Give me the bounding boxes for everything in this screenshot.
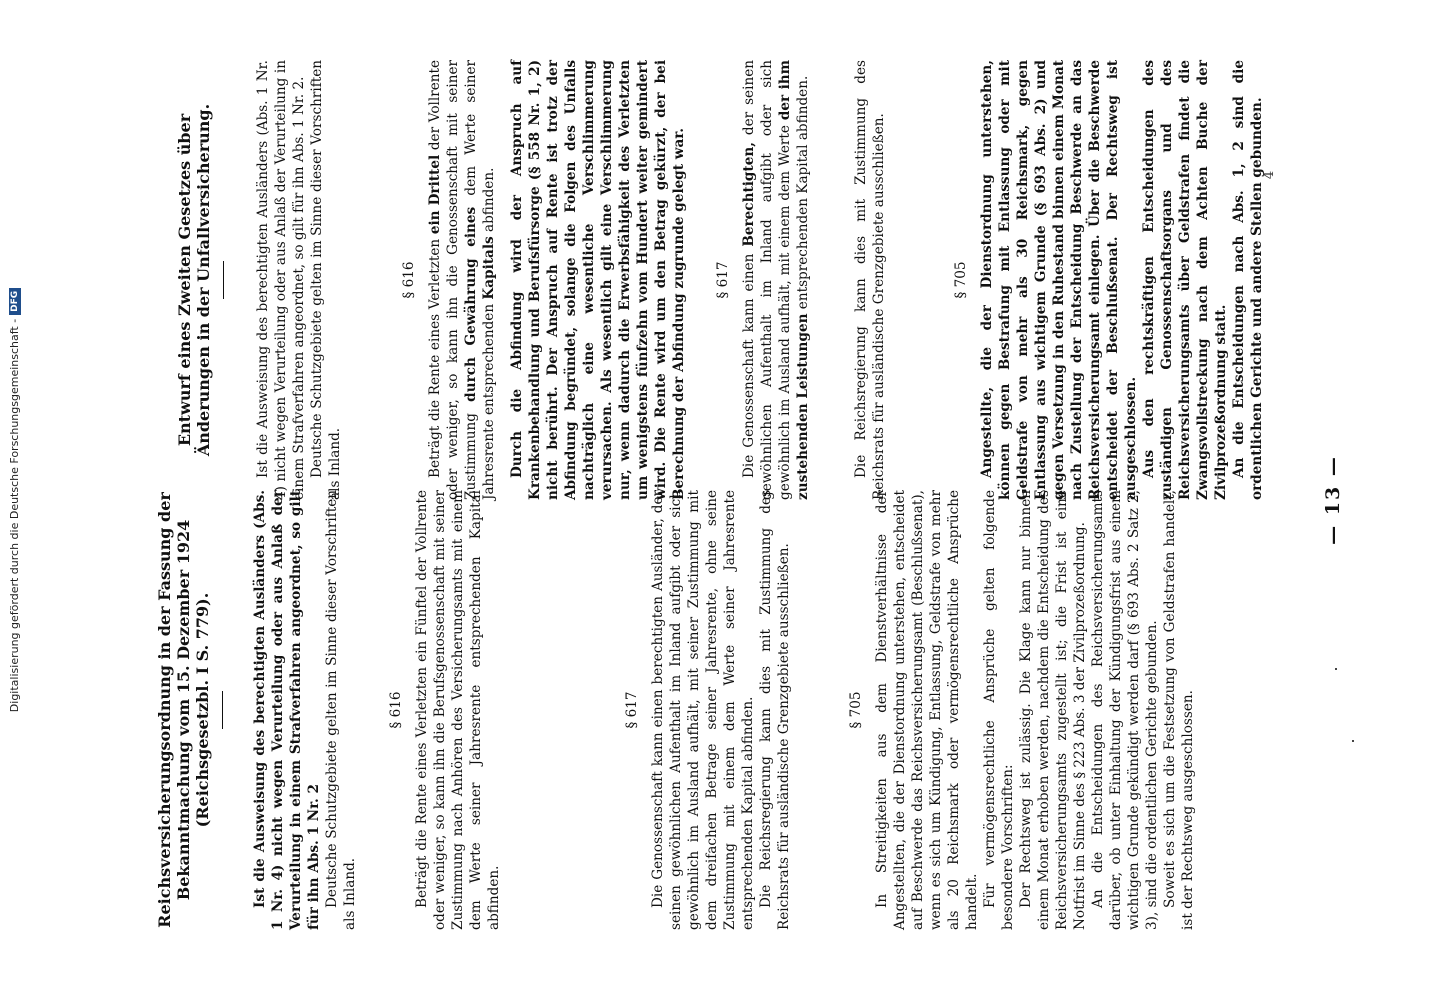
page-number: — 13 — [1322,455,1344,545]
left-column-title: Reichsversicherungsordnung in der Fassung der Bekanntmachung vom 15. Dezember 1924 (Reichsgesetzbl. I S. 779). [155,492,212,928]
text-run: abfinden. [481,167,497,233]
right-705-paragraph: Aus den rechtskräftigen Entscheidungen des zuständigen Genossenschaftsorgans und des Reichsversicherungsamts über Geldstrafen findet die Zwangsvollstreckung nach dem Achten Buche der Zivilprozeßordnung statt. [1141,60,1229,500]
section-heading-705: § 705 [848,691,864,729]
left-705-paragraph: An die Entscheidungen des Reichsversicherungsamts darüber, ob unter Einhaltung der Kündigungsfrist aus einem wichtigen Grunde gekündigt werden darf (§ 693 Abs. 2 Satz 2, 3), sind die ordentlichen Gerichte gebunden. [1090,490,1160,930]
section-heading-617: § 617 [624,691,640,729]
text-run: entsprechenden Kapital abfinden. [795,75,811,310]
dfg-logo: DFG [9,288,21,315]
left-617-paragraph: Die Genossenschaft kann einen berechtigten Ausländer, der seinen gewöhnlichen Aufenthalt im Inland aufgibt oder sich gewöhnlich im Ausland aufhält, mit seiner Zustimmung mit dem dreifachen Betrage seiner Jahresrente, ohne seine Zustimmung mit einem dem Werte seiner Jahresrente entsprechenden Kapital abfinden. [650,490,756,930]
text-run-bold: Berechtigten, [741,142,757,247]
left-paragraph: Ist die Ausweisung des berechtigten Ausländers (Abs. 1 Nr. 4) nicht wegen Verurteilung oder aus Anlaß der Verurteilung in einem Strafverfahren angeordnet, so gilt für ihn Abs. 1 Nr. 2 [252,490,322,930]
title-rule [223,261,224,299]
section-heading-705: § 705 [953,261,969,299]
text-run-bold: Kapitals [481,236,497,300]
text-run: Beträgt die Rente eines Verletzten [427,238,443,478]
text-run: der Vollrente oder weniger, so kann ihn die Genossenschaft mit seiner Zustimmung [427,59,479,500]
left-705-paragraph: Soweit es sich um die Festsetzung von Geldstrafen handelt, ist der Rechtsweg ausgeschlossen. [1162,490,1196,930]
right-paragraph: Deutsche Schutzgebiete gelten im Sinne dieser Vorschriften als Inland. [309,60,343,500]
text-run-bold: ein Drittel [427,154,443,235]
title-rule [222,691,223,729]
right-705-paragraph: An die Entscheidungen nach Abs. 1, 2 sind die ordentlichen Gerichte und andere Stellen gebunden. [1231,60,1265,500]
left-705-paragraph: Der Rechtsweg ist zulässig. Die Klage kann nur binnen einem Monat erhoben werden, nachdem die Entscheidung des Reichsversicherungsamts zugestellt ist; die Frist ist eine Notfrist im Sinne des § 223 Abs. 3 der Zivilprozeßordnung. [1018,490,1088,930]
text-run: Die Genossenschaft kann einen [741,253,757,478]
credit-text: Digitalisierung gefördert durch die Deutsche Forschungsgemeinschaft - [8,318,21,713]
right-617-text [740,60,812,500]
section-heading-616: § 616 [388,691,404,729]
left-paragraph: Deutsche Schutzgebiete gelten im Sinne dieser Vorschriften als Inland. [324,490,358,930]
right-705-paragraph: Angestellte, die der Dienstordnung unterstehen, können gegen Bestrafung mit Entlassung oder mit Geldstrafe von mehr als 30 Reichsmark, gegen Entlassung aus wichtigem Grunde (§ 693 Abs. 2) und gegen Versetzung in den Ruhestand binnen einem Monat nach Zustellung der Entscheidung Beschwerde an das Reichsversicherungsamt einlegen. Über die Beschwerde entscheidet der Beschlußsenat. Der Rechtsweg ist ausgeschlossen. [979,60,1139,500]
left-617-paragraph: Die Reichsregierung kann dies mit Zustimmung des Reichsrats für ausländische Grenzgebiete ausschließen. [758,490,792,930]
section-heading-617: § 617 [715,261,731,299]
left-705-paragraph: Für vermögensrechtliche Ansprüche gelten folgende besondere Vorschriften: [982,490,1016,930]
scan-speck [1335,668,1337,670]
digitization-credit [8,0,21,1000]
left-column [115,490,1197,930]
text-run-bold: durch Gewährung eines [463,206,479,402]
right-616-bold-paragraph: Durch die Abfindung wird der Anspruch auf Krankenbehandlung und Berufsfürsorge (§ 558 Nr. 1, 2) nicht berührt. Der Anspruch auf Rente ist trotz der Abfindung begründet, solange die Folgen des Unfalls nachträglich eine wesentliche Verschlimmerung verursachen. Als wesentlich gilt eine Verschlimmerung nur, wenn dadurch die Erwerbsfähigkeit des Verletzten um wenigstens fünfzehn vom Hundert weiter gemindert wird. Die Rente wird um den Betrag gekürzt, der bei Berechnung der Abfindung zugrunde gelegt war. [509,60,687,500]
section-heading-616: § 616 [401,261,417,299]
bottom-page-mark: 4 [1262,170,1277,180]
right-column-title: Entwurf eines Zweiten Gesetzes über Änderungen in der Unfallversicherung. [175,103,213,457]
text-run-bold: der ihm zustehenden Leistungen [777,59,811,500]
left-705-paragraph: In Streitigkeiten aus dem Dienstverhältnisse der Angestellten, die der Dienstordnung unterstehen, entscheidet auf Beschwerde das Reichsversicherungsamt (Beschlußsenat), wenn es sich um Kündigung, Entlassung, Geldstrafe von mehr als 20 Reichsmark oder vermögensrechtliche Ansprüche handelt. [874,490,980,930]
scan-speck [1352,740,1354,742]
right-617-paragraph: Die Reichsregierung kann dies mit Zustimmung des Reichsrats für ausländische Grenzgebiete ausschließen. [853,60,887,500]
right-616-text [426,60,498,500]
text-run: dem Werte seiner Jahresrente entsprechenden [463,59,497,500]
left-616-text: Beträgt die Rente eines Verletzten ein Fünftel der Vollrente oder weniger, so kann ihn die Berufsgenossenschaft mit seiner Zustimmung nach Anhören des Versicherungsamts mit einem dem Werte seiner Jahresrente entsprechenden Kapital abfinden. [414,490,502,930]
text-run: der seinen gewöhnlichen Aufenthalt im Inland aufgibt oder sich gewöhnlich im Ausland aufhält, mit einem dem Werte [741,59,793,500]
right-column [115,60,1266,500]
right-paragraph: Ist die Ausweisung des berechtigten Ausländers (Abs. 1 Nr. 4) nicht wegen Verurteilung oder aus Anlaß der Verurteilung in einem Strafverfahren angeordnet, so gilt für ihn Abs. 1 Nr. 2. [255,60,307,500]
